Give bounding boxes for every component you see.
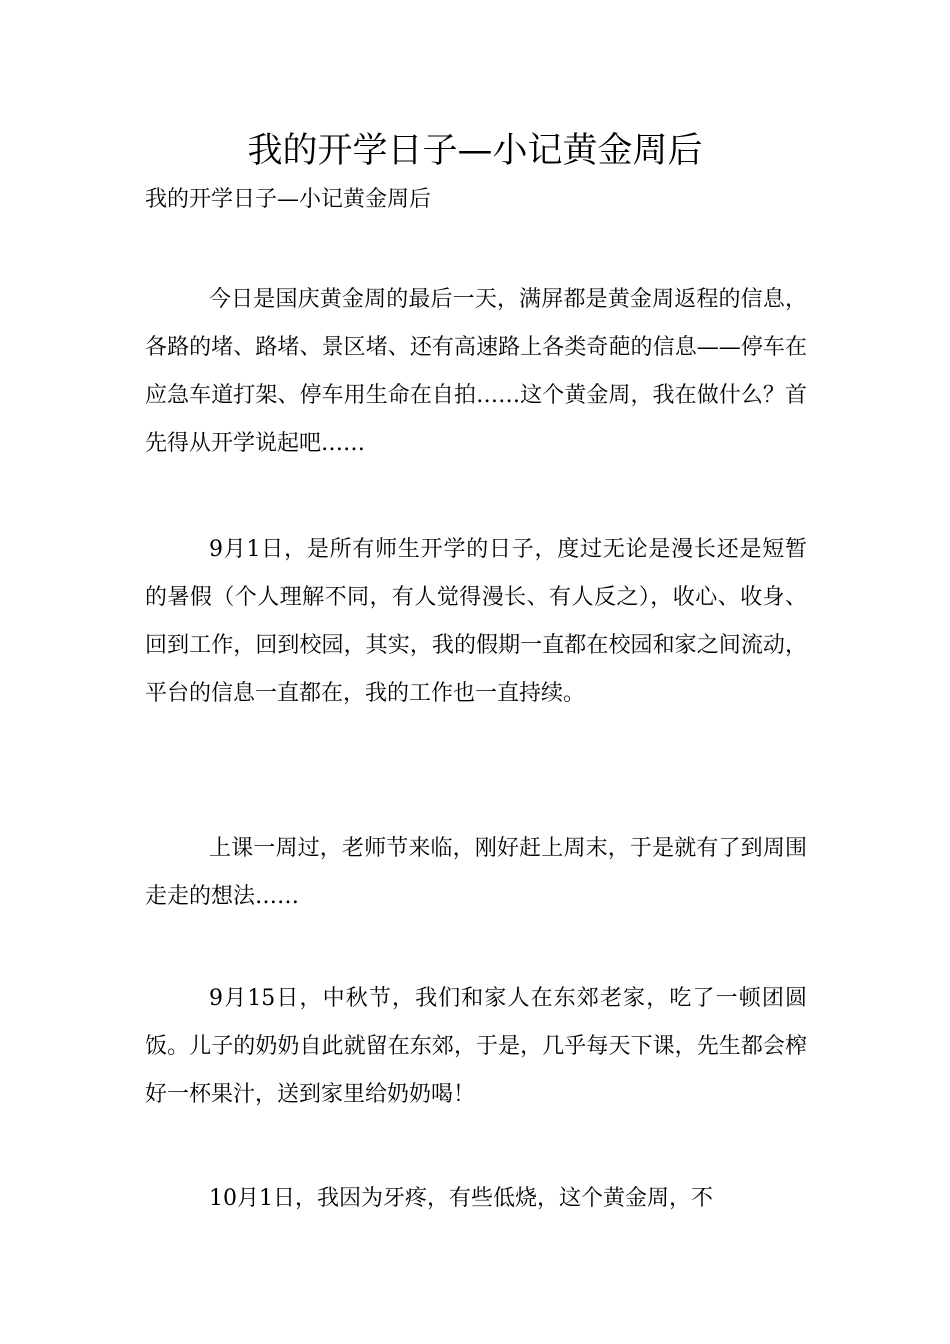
paragraph: 上课一周过，老师节来临，刚好赶上周末，于是就有了到周围走走的想法…… [145, 836, 807, 909]
paragraph: 9月15日，中秋节，我们和家人在东郊老家，吃了一顿团圆饭。儿子的奶奶自此就留在东郊，于是，几乎每天下课，先生都会榨好一杯果汁，送到家里给奶奶喝！ [145, 986, 807, 1107]
document-title: 我的开学日子—小记黄金周后 [247, 131, 703, 171]
document-subtitle: 我的开学日子—小记黄金周后 [145, 187, 432, 212]
paragraph: 今日是国庆黄金周的最后一天，满屏都是黄金周返程的信息，各路的堵、路堵、景区堵、还有高速路上各类奇葩的信息——停车在应急车道打架、停车用生命在自拍……这个黄金周，我在做什么？首先得从开学说起吧…… [145, 287, 807, 456]
paragraph: 9月1日，是所有师生开学的日子，度过无论是漫长还是短暂的暑假（个人理解不同，有人觉得漫长、有人反之），收心、收身、回到工作，回到校园，其实，我的假期一直都在校园和家之间流动，平台的信息一直都在，我的工作也一直持续。 [145, 537, 807, 706]
paragraph: 10月1日，我因为牙疼，有些低烧，这个黄金周，不 [209, 1186, 713, 1211]
